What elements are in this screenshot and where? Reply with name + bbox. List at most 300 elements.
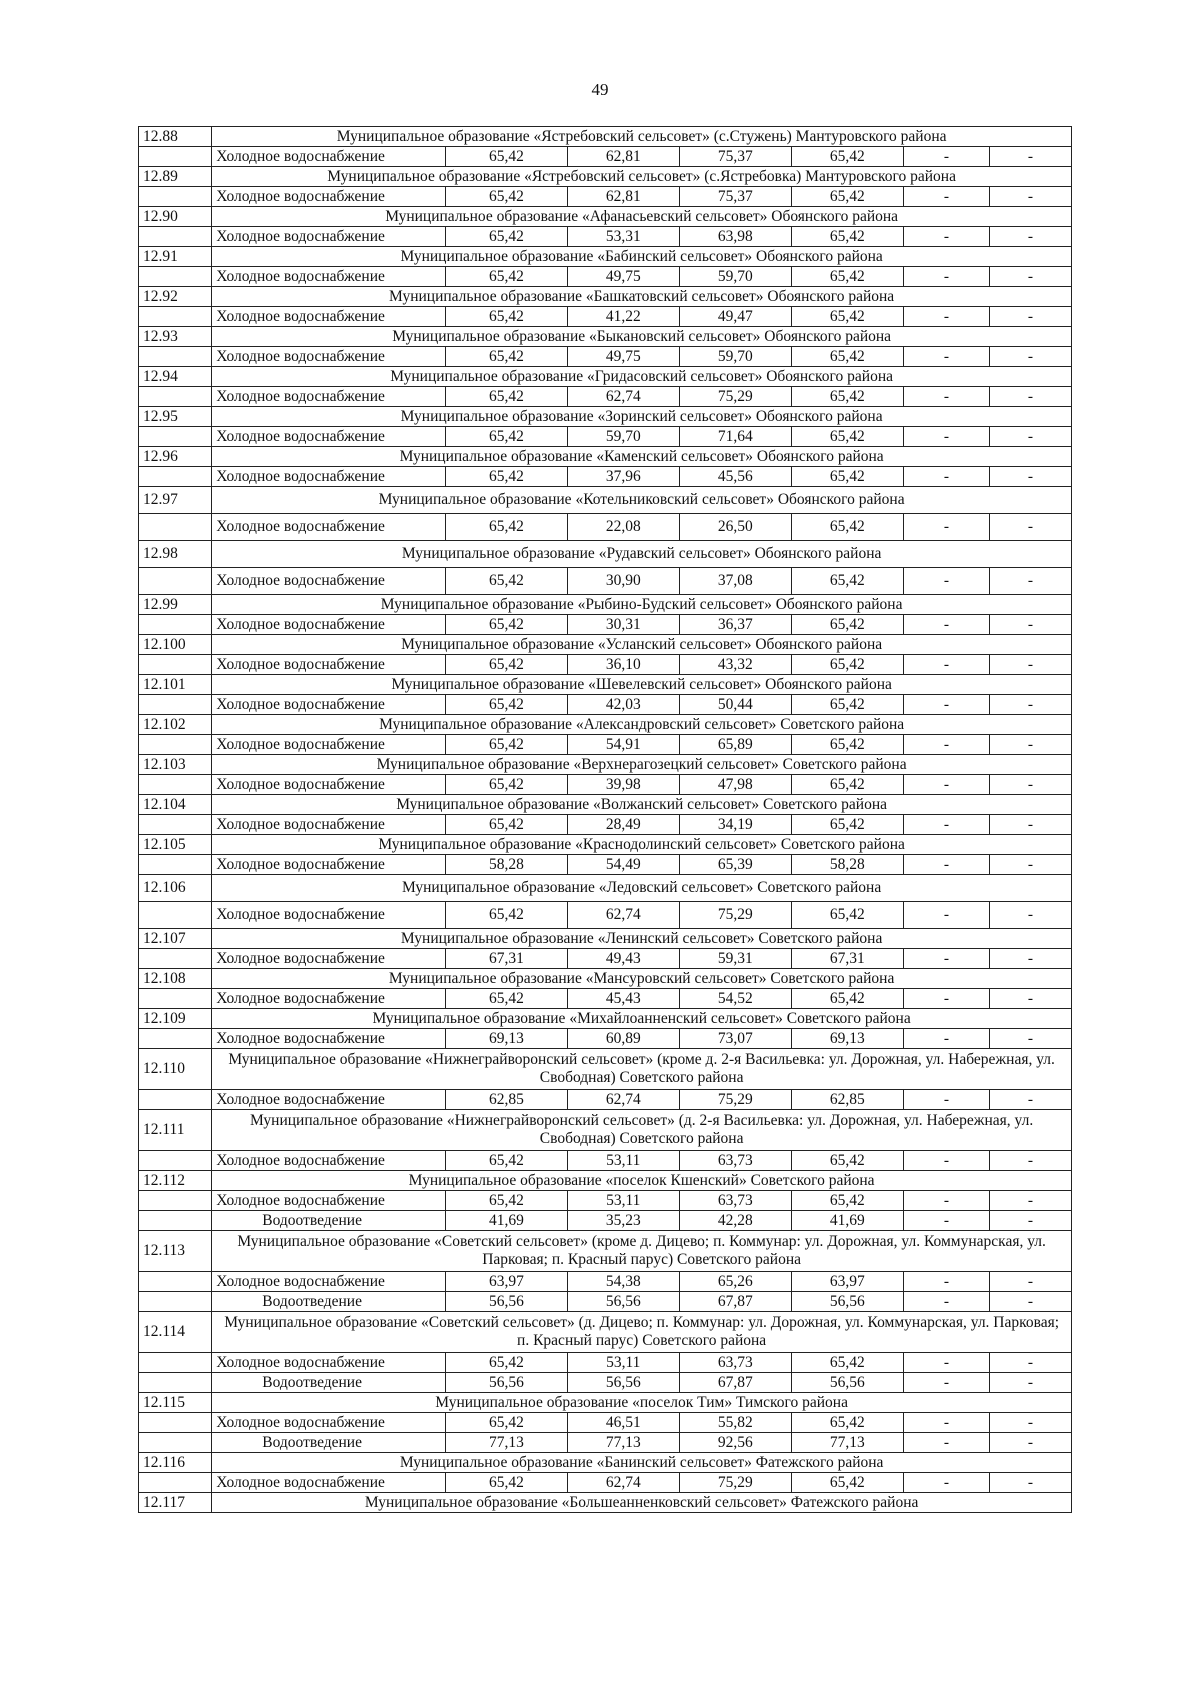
tariff-value: 67,87	[679, 1373, 791, 1393]
row-code: 12.113	[139, 1231, 212, 1272]
section-row	[139, 1009, 1072, 1029]
tariff-value: 77,13	[446, 1433, 568, 1453]
service-row	[139, 187, 1072, 207]
row-code: 12.112	[139, 1171, 212, 1191]
blank-cell	[139, 427, 212, 447]
tariff-value: 65,42	[791, 267, 903, 287]
blank-cell	[139, 307, 212, 327]
tariff-value: 37,96	[567, 467, 679, 487]
municipality-title: Муниципальное образование «Ледовский сельсовет» Советского района	[212, 875, 1072, 902]
tariff-value: 49,43	[567, 949, 679, 969]
tariff-value: 63,73	[679, 1191, 791, 1211]
service-name: Холодное водоснабжение	[212, 1353, 446, 1373]
section-row	[139, 929, 1072, 949]
empty-value: -	[990, 1433, 1072, 1453]
empty-value: -	[990, 855, 1072, 875]
section-row	[139, 875, 1072, 902]
empty-value: -	[990, 1090, 1072, 1110]
section-row	[139, 541, 1072, 568]
municipality-title: Муниципальное образование «Советский сельсовет» (кроме д. Дицево; п. Коммунар: ул. Дорожная, ул. Коммунарская, ул. Парковая; п. Красный парус) Советского района	[212, 1231, 1072, 1272]
empty-value: -	[990, 227, 1072, 247]
tariff-value: 65,42	[791, 1151, 903, 1171]
empty-value: -	[903, 655, 989, 675]
blank-cell	[139, 615, 212, 635]
tariff-value: 65,42	[791, 187, 903, 207]
empty-value: -	[903, 695, 989, 715]
tariff-value: 62,74	[567, 1090, 679, 1110]
tariff-value: 65,39	[679, 855, 791, 875]
service-row	[139, 775, 1072, 795]
section-row	[139, 635, 1072, 655]
empty-value: -	[903, 1353, 989, 1373]
service-name: Холодное водоснабжение	[212, 347, 446, 367]
empty-value: -	[903, 514, 989, 541]
service-name: Холодное водоснабжение	[212, 427, 446, 447]
service-name: Холодное водоснабжение	[212, 1473, 446, 1493]
empty-value: -	[990, 1413, 1072, 1433]
municipality-title: Муниципальное образование «Каменский сельсовет» Обоянского района	[212, 447, 1072, 467]
tariff-value: 65,42	[791, 307, 903, 327]
tariff-value: 36,10	[567, 655, 679, 675]
empty-value: -	[990, 815, 1072, 835]
tariff-value: 36,37	[679, 615, 791, 635]
tariff-value: 65,42	[446, 1151, 568, 1171]
municipality-title: Муниципальное образование «Александровский сельсовет» Советского района	[212, 715, 1072, 735]
tariff-value: 58,28	[446, 855, 568, 875]
tariff-value: 63,73	[679, 1151, 791, 1171]
row-code: 12.99	[139, 595, 212, 615]
municipality-title: Муниципальное образование «Нижнеграйворонский сельсовет» (д. 2-я Васильевка: ул. Дорожная, ул. Набережная, ул. Свободная) Советского района	[212, 1110, 1072, 1151]
section-row	[139, 1171, 1072, 1191]
tariff-value: 26,50	[679, 514, 791, 541]
tariff-value: 30,90	[567, 568, 679, 595]
empty-value: -	[903, 427, 989, 447]
section-row	[139, 447, 1072, 467]
row-code: 12.94	[139, 367, 212, 387]
empty-value: -	[903, 615, 989, 635]
section-row	[139, 1110, 1072, 1151]
service-row	[139, 1473, 1072, 1493]
tariff-value: 62,81	[567, 187, 679, 207]
blank-cell	[139, 1151, 212, 1171]
tariff-value: 65,42	[791, 347, 903, 367]
tariff-value: 65,42	[791, 1473, 903, 1493]
tariff-value: 41,69	[446, 1211, 568, 1231]
tariff-value: 69,13	[446, 1029, 568, 1049]
row-code: 12.116	[139, 1453, 212, 1473]
municipality-title: Муниципальное образование «Гридасовский сельсовет» Обоянского района	[212, 367, 1072, 387]
row-code: 12.106	[139, 875, 212, 902]
table-body	[139, 127, 1072, 1513]
municipality-title: Муниципальное образование «Башкатовский сельсовет» Обоянского района	[212, 287, 1072, 307]
empty-value: -	[903, 989, 989, 1009]
tariff-value: 77,13	[567, 1433, 679, 1453]
service-row	[139, 735, 1072, 755]
empty-value: -	[990, 1373, 1072, 1393]
blank-cell	[139, 1272, 212, 1292]
tariff-value: 75,29	[679, 902, 791, 929]
blank-cell	[139, 1292, 212, 1312]
blank-cell	[139, 1353, 212, 1373]
service-row	[139, 1211, 1072, 1231]
section-row	[139, 127, 1072, 147]
tariff-value: 41,22	[567, 307, 679, 327]
blank-cell	[139, 267, 212, 287]
empty-value: -	[990, 514, 1072, 541]
tariff-value: 47,98	[679, 775, 791, 795]
empty-value: -	[903, 1413, 989, 1433]
empty-value: -	[903, 1272, 989, 1292]
blank-cell	[139, 387, 212, 407]
service-row	[139, 467, 1072, 487]
tariff-value: 71,64	[679, 427, 791, 447]
tariff-value: 65,42	[791, 387, 903, 407]
municipality-title: Муниципальное образование «Михайлоанненский сельсовет» Советского района	[212, 1009, 1072, 1029]
service-row	[139, 902, 1072, 929]
empty-value: -	[903, 1292, 989, 1312]
section-row	[139, 367, 1072, 387]
service-row	[139, 1272, 1072, 1292]
tariff-value: 65,42	[446, 187, 568, 207]
empty-value: -	[903, 187, 989, 207]
empty-value: -	[990, 1353, 1072, 1373]
empty-value: -	[990, 902, 1072, 929]
service-name: Холодное водоснабжение	[212, 902, 446, 929]
service-name: Холодное водоснабжение	[212, 615, 446, 635]
row-code: 12.108	[139, 969, 212, 989]
row-code: 12.114	[139, 1312, 212, 1353]
municipality-title: Муниципальное образование «Краснодолинский сельсовет» Советского района	[212, 835, 1072, 855]
blank-cell	[139, 1473, 212, 1493]
tariff-value: 62,81	[567, 147, 679, 167]
empty-value: -	[903, 227, 989, 247]
tariff-value: 65,42	[446, 1353, 568, 1373]
tariff-value: 67,31	[446, 949, 568, 969]
empty-value: -	[990, 347, 1072, 367]
service-row	[139, 1151, 1072, 1171]
service-name: Холодное водоснабжение	[212, 307, 446, 327]
section-row	[139, 715, 1072, 735]
tariff-value: 43,32	[679, 655, 791, 675]
tariff-value: 30,31	[567, 615, 679, 635]
blank-cell	[139, 1090, 212, 1110]
municipality-title: Муниципальное образование «поселок Тим» Тимского района	[212, 1393, 1072, 1413]
service-name: Холодное водоснабжение	[212, 775, 446, 795]
tariff-table	[138, 126, 1072, 1513]
row-code: 12.90	[139, 207, 212, 227]
empty-value: -	[903, 1211, 989, 1231]
empty-value: -	[990, 568, 1072, 595]
service-row	[139, 1029, 1072, 1049]
empty-value: -	[903, 267, 989, 287]
row-code: 12.89	[139, 167, 212, 187]
tariff-value: 56,56	[791, 1292, 903, 1312]
tariff-value: 65,42	[791, 902, 903, 929]
service-row	[139, 1191, 1072, 1211]
empty-value: -	[903, 307, 989, 327]
empty-value: -	[903, 1151, 989, 1171]
row-code: 12.102	[139, 715, 212, 735]
tariff-value: 62,85	[446, 1090, 568, 1110]
tariff-value: 46,51	[567, 1413, 679, 1433]
tariff-value: 53,11	[567, 1353, 679, 1373]
row-code: 12.111	[139, 1110, 212, 1151]
service-row	[139, 949, 1072, 969]
row-code: 12.115	[139, 1393, 212, 1413]
tariff-value: 65,42	[446, 307, 568, 327]
tariff-value: 65,42	[446, 735, 568, 755]
blank-cell	[139, 1029, 212, 1049]
service-name: Холодное водоснабжение	[212, 467, 446, 487]
empty-value: -	[903, 855, 989, 875]
tariff-value: 65,42	[791, 427, 903, 447]
municipality-title: Муниципальное образование «Советский сельсовет» (д. Дицево; п. Коммунар: ул. Дорожная, ул. Коммунарская, ул. Парковая; п. Красный парус) Советского района	[212, 1312, 1072, 1353]
tariff-value: 65,42	[791, 1191, 903, 1211]
municipality-title: Муниципальное образование «Верхнерагозецкий сельсовет» Советского района	[212, 755, 1072, 775]
tariff-value: 58,28	[791, 855, 903, 875]
blank-cell	[139, 1211, 212, 1231]
service-row	[139, 1353, 1072, 1373]
tariff-value: 59,31	[679, 949, 791, 969]
service-row	[139, 307, 1072, 327]
tariff-value: 65,42	[791, 467, 903, 487]
service-row	[139, 615, 1072, 635]
section-row	[139, 1393, 1072, 1413]
row-code: 12.101	[139, 675, 212, 695]
service-name: Холодное водоснабжение	[212, 1151, 446, 1171]
tariff-value: 63,73	[679, 1353, 791, 1373]
empty-value: -	[990, 187, 1072, 207]
tariff-value: 53,11	[567, 1191, 679, 1211]
municipality-title: Муниципальное образование «Быкановский сельсовет» Обоянского района	[212, 327, 1072, 347]
empty-value: -	[903, 387, 989, 407]
empty-value: -	[990, 775, 1072, 795]
tariff-value: 77,13	[791, 1433, 903, 1453]
empty-value: -	[990, 307, 1072, 327]
blank-cell	[139, 467, 212, 487]
section-row	[139, 247, 1072, 267]
blank-cell	[139, 815, 212, 835]
service-name: Водоотведение	[212, 1373, 446, 1393]
service-row	[139, 1090, 1072, 1110]
tariff-value: 69,13	[791, 1029, 903, 1049]
tariff-value: 62,74	[567, 1473, 679, 1493]
section-row	[139, 287, 1072, 307]
empty-value: -	[903, 467, 989, 487]
tariff-value: 65,42	[791, 227, 903, 247]
tariff-value: 62,74	[567, 387, 679, 407]
section-row	[139, 795, 1072, 815]
empty-value: -	[903, 902, 989, 929]
municipality-title: Муниципальное образование «Мансуровский сельсовет» Советского района	[212, 969, 1072, 989]
blank-cell	[139, 568, 212, 595]
section-row	[139, 167, 1072, 187]
tariff-value: 75,29	[679, 1090, 791, 1110]
tariff-value: 65,42	[446, 147, 568, 167]
service-name: Холодное водоснабжение	[212, 187, 446, 207]
tariff-value: 60,89	[567, 1029, 679, 1049]
blank-cell	[139, 775, 212, 795]
tariff-value: 67,31	[791, 949, 903, 969]
tariff-value: 65,42	[446, 1413, 568, 1433]
municipality-title: Муниципальное образование «Усланский сельсовет» Обоянского района	[212, 635, 1072, 655]
row-code: 12.103	[139, 755, 212, 775]
tariff-value: 65,42	[791, 695, 903, 715]
row-code: 12.96	[139, 447, 212, 467]
tariff-value: 62,85	[791, 1090, 903, 1110]
blank-cell	[139, 902, 212, 929]
tariff-value: 65,42	[446, 695, 568, 715]
tariff-value: 65,42	[446, 568, 568, 595]
tariff-value: 75,29	[679, 1473, 791, 1493]
blank-cell	[139, 1191, 212, 1211]
service-name: Холодное водоснабжение	[212, 1413, 446, 1433]
blank-cell	[139, 855, 212, 875]
tariff-value: 65,42	[446, 347, 568, 367]
service-row	[139, 227, 1072, 247]
row-code: 12.105	[139, 835, 212, 855]
row-code: 12.93	[139, 327, 212, 347]
tariff-value: 65,42	[446, 514, 568, 541]
tariff-value: 56,56	[791, 1373, 903, 1393]
service-row	[139, 514, 1072, 541]
row-code: 12.107	[139, 929, 212, 949]
tariff-value: 75,37	[679, 187, 791, 207]
tariff-value: 53,31	[567, 227, 679, 247]
municipality-title: Муниципальное образование «Рудавский сельсовет» Обоянского района	[212, 541, 1072, 568]
tariff-value: 65,42	[791, 568, 903, 595]
service-name: Холодное водоснабжение	[212, 735, 446, 755]
municipality-title: Муниципальное образование «Нижнеграйворонский сельсовет» (кроме д. 2-я Васильевка: ул. Дорожная, ул. Набережная, ул. Свободная) Советского района	[212, 1049, 1072, 1090]
blank-cell	[139, 147, 212, 167]
empty-value: -	[903, 147, 989, 167]
tariff-value: 28,49	[567, 815, 679, 835]
tariff-value: 59,70	[679, 267, 791, 287]
tariff-value: 65,42	[446, 775, 568, 795]
service-name: Холодное водоснабжение	[212, 1272, 446, 1292]
municipality-title: Муниципальное образование «Ястребовский сельсовет» (с.Стужень) Мантуровского района	[212, 127, 1072, 147]
empty-value: -	[903, 568, 989, 595]
service-row	[139, 655, 1072, 675]
municipality-title: Муниципальное образование «Котельниковский сельсовет» Обоянского района	[212, 487, 1072, 514]
blank-cell	[139, 1373, 212, 1393]
tariff-value: 54,91	[567, 735, 679, 755]
blank-cell	[139, 695, 212, 715]
tariff-value: 63,98	[679, 227, 791, 247]
tariff-value: 75,29	[679, 387, 791, 407]
empty-value: -	[903, 1473, 989, 1493]
service-name: Водоотведение	[212, 1433, 446, 1453]
tariff-value: 42,28	[679, 1211, 791, 1231]
tariff-value: 65,42	[446, 467, 568, 487]
tariff-value: 65,42	[791, 775, 903, 795]
tariff-value: 92,56	[679, 1433, 791, 1453]
municipality-title: Муниципальное образование «Ястребовский сельсовет» (с.Ястребовка) Мантуровского района	[212, 167, 1072, 187]
empty-value: -	[990, 427, 1072, 447]
row-code: 12.92	[139, 287, 212, 307]
section-row	[139, 595, 1072, 615]
municipality-title: Муниципальное образование «Ленинский сельсовет» Советского района	[212, 929, 1072, 949]
tariff-value: 65,42	[446, 427, 568, 447]
municipality-title: Муниципальное образование «Шевелевский сельсовет» Обоянского района	[212, 675, 1072, 695]
tariff-value: 45,56	[679, 467, 791, 487]
section-row	[139, 675, 1072, 695]
tariff-value: 53,11	[567, 1151, 679, 1171]
service-row	[139, 568, 1072, 595]
empty-value: -	[990, 1211, 1072, 1231]
tariff-value: 65,42	[791, 514, 903, 541]
tariff-value: 65,42	[446, 615, 568, 635]
empty-value: -	[990, 655, 1072, 675]
tariff-value: 56,56	[567, 1292, 679, 1312]
service-row	[139, 1292, 1072, 1312]
tariff-value: 65,42	[446, 387, 568, 407]
tariff-value: 65,42	[791, 1353, 903, 1373]
empty-value: -	[903, 1433, 989, 1453]
tariff-value: 34,19	[679, 815, 791, 835]
tariff-value: 62,74	[567, 902, 679, 929]
service-name: Холодное водоснабжение	[212, 514, 446, 541]
tariff-value: 56,56	[567, 1373, 679, 1393]
section-row	[139, 1493, 1072, 1513]
tariff-value: 35,23	[567, 1211, 679, 1231]
blank-cell	[139, 989, 212, 1009]
empty-value: -	[990, 695, 1072, 715]
section-row	[139, 487, 1072, 514]
tariff-value: 49,47	[679, 307, 791, 327]
tariff-value: 65,42	[791, 147, 903, 167]
service-name: Холодное водоснабжение	[212, 267, 446, 287]
row-code: 12.100	[139, 635, 212, 655]
tariff-value: 49,75	[567, 347, 679, 367]
tariff-value: 65,42	[791, 1413, 903, 1433]
service-row	[139, 815, 1072, 835]
section-row	[139, 327, 1072, 347]
tariff-value: 22,08	[567, 514, 679, 541]
blank-cell	[139, 655, 212, 675]
service-name: Холодное водоснабжение	[212, 568, 446, 595]
empty-value: -	[990, 615, 1072, 635]
service-row	[139, 347, 1072, 367]
empty-value: -	[903, 949, 989, 969]
municipality-title: Муниципальное образование «Волжанский сельсовет» Советского района	[212, 795, 1072, 815]
municipality-title: Муниципальное образование «Банинский сельсовет» Фатежского района	[212, 1453, 1072, 1473]
service-row	[139, 267, 1072, 287]
tariff-value: 55,82	[679, 1413, 791, 1433]
page-number: 49	[591, 80, 609, 99]
service-name: Холодное водоснабжение	[212, 147, 446, 167]
municipality-title: Муниципальное образование «Рыбино-Будский сельсовет» Обоянского района	[212, 595, 1072, 615]
empty-value: -	[903, 735, 989, 755]
service-name: Холодное водоснабжение	[212, 949, 446, 969]
tariff-value: 41,69	[791, 1211, 903, 1231]
tariff-value: 65,42	[791, 655, 903, 675]
empty-value: -	[990, 1473, 1072, 1493]
section-row	[139, 755, 1072, 775]
municipality-title: Муниципальное образование «Большеанненковский сельсовет» Фатежского района	[212, 1493, 1072, 1513]
municipality-title: Муниципальное образование «Афанасьевский сельсовет» Обоянского района	[212, 207, 1072, 227]
tariff-value: 54,38	[567, 1272, 679, 1292]
tariff-value: 65,42	[446, 227, 568, 247]
tariff-value: 65,42	[446, 1473, 568, 1493]
tariff-value: 37,08	[679, 568, 791, 595]
tariff-value: 65,42	[446, 267, 568, 287]
empty-value: -	[990, 949, 1072, 969]
empty-value: -	[990, 989, 1072, 1009]
tariff-value: 54,52	[679, 989, 791, 1009]
tariff-value: 65,42	[446, 655, 568, 675]
row-code: 12.91	[139, 247, 212, 267]
